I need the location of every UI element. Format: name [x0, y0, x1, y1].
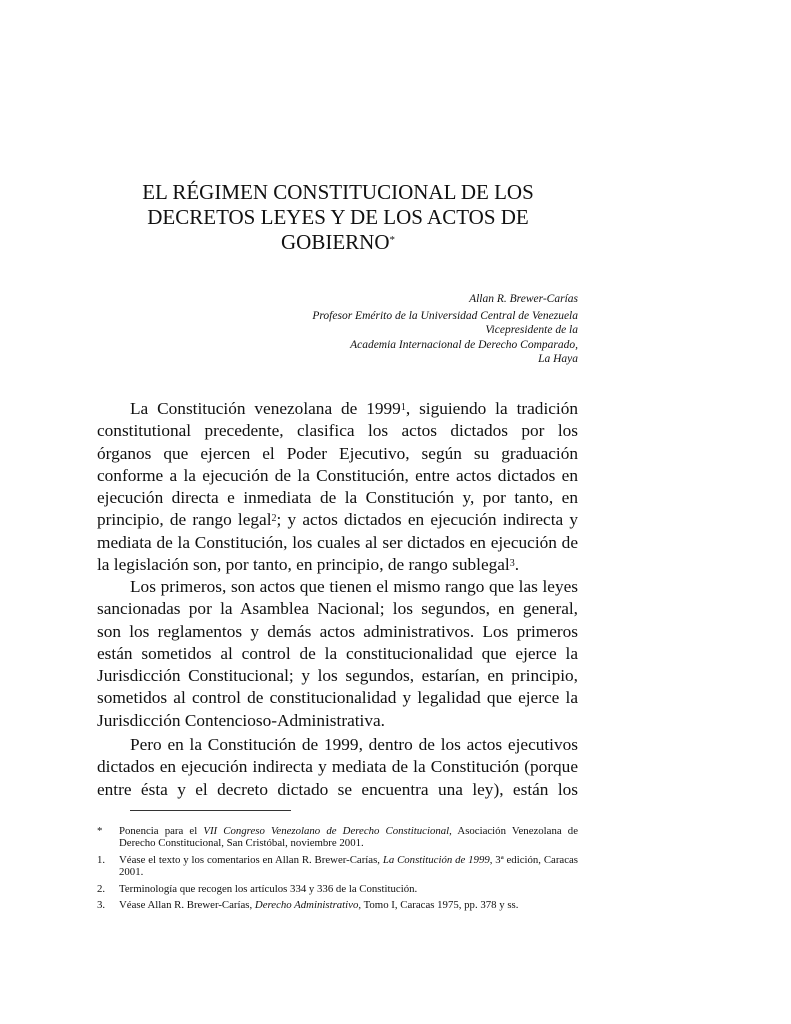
text-segment: ; y actos dictados en ejecución indirecta y	[276, 510, 579, 530]
footnotes	[97, 825, 578, 915]
text-line	[97, 598, 578, 620]
footnote-text	[119, 854, 578, 879]
footnote-text	[119, 899, 578, 911]
text-segment: , Asociación Venezolana de Derecho Constitucional, San Cristóbal, noviembre 2001.	[119, 825, 578, 850]
footnote-number: 1.	[97, 853, 106, 866]
text-segment: , 3ª edición, Caracas 2001.	[119, 853, 578, 879]
text-segment: conforme a la ejecución de la Constitución, entre actos dictados en	[97, 465, 578, 485]
footnote	[97, 825, 578, 850]
text-segment: Véase el texto y los comentarios en Allan R. Brewer-Carías,	[119, 853, 383, 866]
text-segment: VII Congreso Venezolano de Derecho Constitucional	[203, 825, 450, 837]
footnote-number: 2.	[97, 882, 106, 895]
text-line	[97, 687, 578, 709]
text-segment: son los reglamentos y demás actos administrativos. Los primeros	[97, 621, 578, 641]
text-segment: Derecho Administrativo,	[254, 899, 362, 912]
text-line	[97, 398, 578, 420]
text-line	[97, 443, 578, 465]
text-segment: La Constitución venezolana de 1999	[130, 399, 401, 418]
footnote-text	[119, 883, 578, 895]
text-segment: entre ésta y el decreto dictado se encuentra una ley), están los	[97, 779, 578, 799]
text-segment: mediata de la Constitución, los cuales al ser dictados en ejecución de	[97, 532, 578, 552]
footnote	[97, 854, 578, 879]
text-line	[97, 420, 578, 442]
text-segment: La Constitución de 1999	[382, 853, 490, 866]
author-name: Allan R. Brewer-Carías	[469, 293, 578, 305]
author-role: La Haya	[538, 353, 578, 365]
paragraph	[97, 398, 578, 576]
author-role: Profesor Emérito de la Universidad Central de Venezuela	[312, 309, 578, 322]
text-segment: .	[514, 555, 520, 575]
text-line	[97, 576, 578, 598]
text-segment: principio, de rango legal	[97, 510, 272, 530]
text-segment: constitutional precedente, clasifica los actos dictados por los	[97, 421, 578, 441]
footnote-reference: 3	[509, 558, 515, 570]
footnote-number: *	[97, 825, 103, 837]
title-footnote-mark: *	[389, 234, 395, 246]
text-segment: Tomo I, Caracas 1975, pp. 378 y ss.	[361, 899, 519, 912]
author-role: Academia Internacional de Derecho Comparado,	[350, 338, 578, 351]
text-segment: Véase Allan R. Brewer-Carías,	[119, 899, 255, 912]
text-line	[97, 621, 578, 643]
text-line	[97, 554, 578, 576]
text-line	[97, 487, 578, 509]
footnote-number: 3.	[97, 899, 106, 912]
text-segment: están sometidos al control de la constitucionalidad que ejerce la	[97, 643, 578, 663]
text-segment: la legislación son, por tanto, en principio, de rango sublegal	[97, 555, 510, 575]
title-line	[118, 230, 558, 255]
document-title	[118, 180, 558, 255]
footnote-reference: 2	[271, 513, 277, 525]
text-segment: sancionadas por la Asamblea Nacional; los segundos, en general,	[97, 599, 578, 619]
text-line	[97, 465, 578, 487]
text-segment: Terminología que recogen los artículos 334 y 336 de la Constitución.	[119, 882, 418, 895]
text-segment: Jurisdicción Contencioso-Administrativa.	[97, 710, 385, 730]
footnote-reference: 1	[400, 402, 406, 413]
text-line	[97, 532, 578, 554]
text-segment: Ponencia para el	[119, 825, 204, 837]
title-line: DECRETOS LEYES Y DE LOS ACTOS DE	[147, 205, 529, 229]
text-segment: Pero en la Constitución de 1999, dentro de los actos ejecutivos	[130, 735, 578, 754]
text-segment: sometidos al control de constitucionalidad y legalidad que ejerce la	[97, 688, 578, 708]
text-segment: dictados en ejecución indirecta y mediata de la Constitución (porque	[97, 757, 578, 777]
footnote-text	[119, 825, 578, 850]
text-line	[97, 665, 578, 687]
text-segment: órganos que ejercen el Poder Ejecutivo, según su graduación	[97, 443, 578, 463]
text-line	[97, 643, 578, 665]
paragraph	[97, 576, 578, 732]
text-line	[97, 509, 578, 531]
text-line	[97, 710, 578, 732]
text-segment: ejecución directa e inmediata de la Constitución y, por tanto, en	[97, 488, 578, 508]
author-role: Vicepresidente de la	[485, 324, 578, 336]
text-line	[97, 756, 578, 778]
text-segment: , siguiendo la tradición	[405, 399, 578, 418]
author-block	[312, 292, 578, 367]
text-line	[97, 779, 578, 801]
footnote	[97, 899, 578, 911]
text-segment: Los primeros, son actos que tienen el mismo rango que las leyes	[130, 577, 578, 596]
text-line	[97, 734, 578, 756]
footnote-separator	[130, 810, 291, 811]
footnote	[97, 883, 578, 895]
paragraph	[97, 734, 578, 801]
text-segment: Jurisdicción Constitucional; y los segundos, estarían, en principio,	[97, 666, 578, 686]
title-line: EL RÉGIMEN CONSTITUCIONAL DE LOS	[142, 180, 534, 204]
title-text: GOBIERNO	[281, 230, 390, 254]
